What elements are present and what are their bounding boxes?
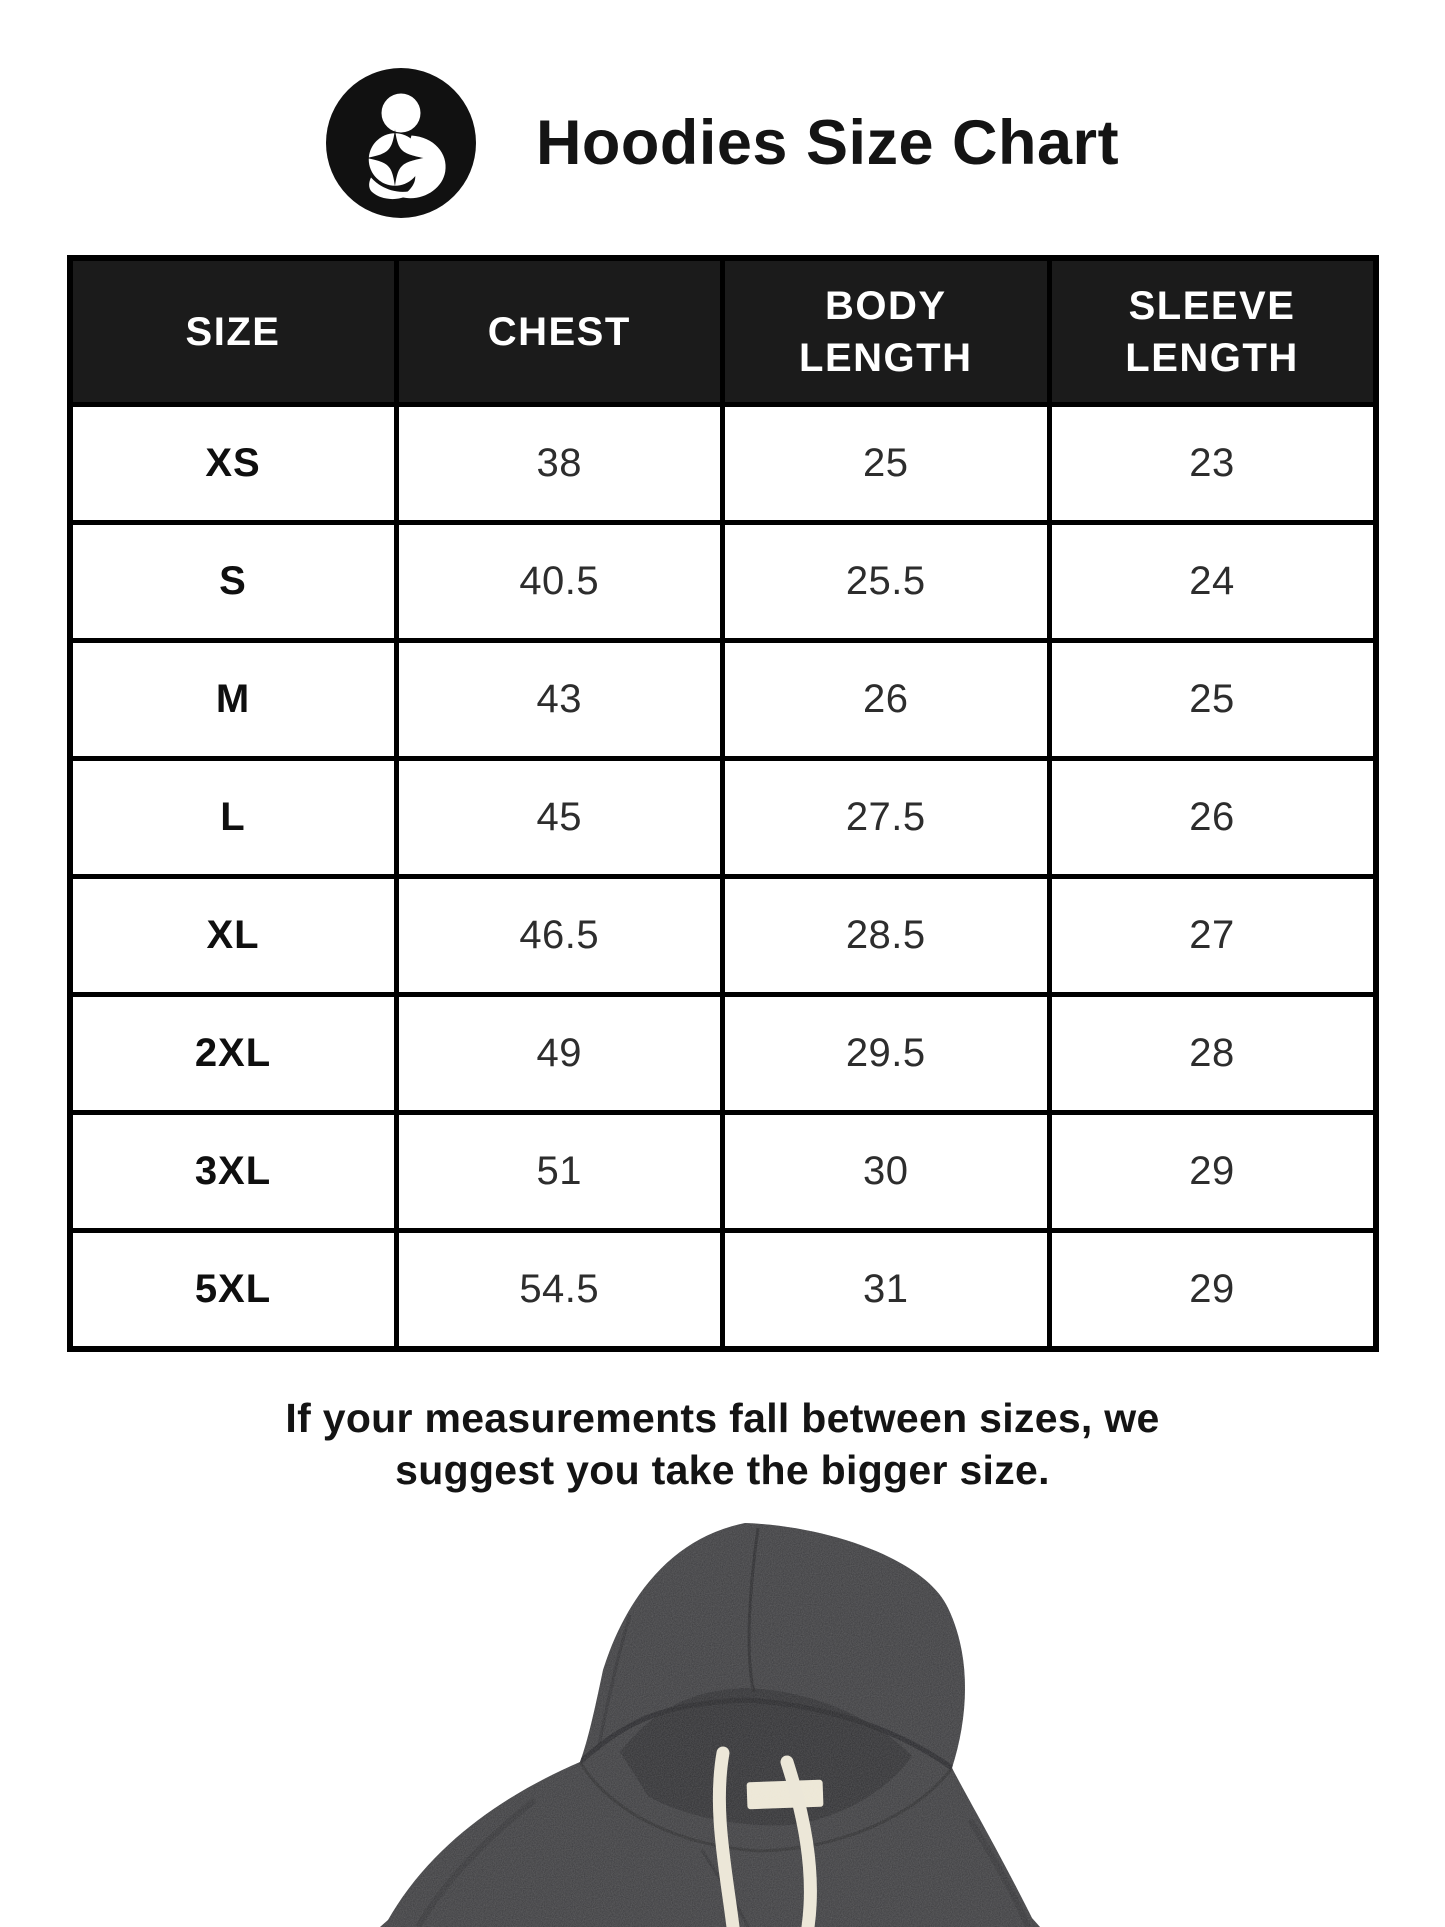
- body-length-cell: 30: [723, 1113, 1050, 1231]
- table-header-row: [70, 258, 1376, 405]
- column-header-label: LENGTH: [1125, 335, 1299, 380]
- size-cell: XS: [70, 405, 397, 523]
- chest-cell: 46.5: [396, 877, 723, 995]
- size-cell: 5XL: [70, 1231, 397, 1350]
- table-row: [70, 995, 1376, 1113]
- size-chart-table: [67, 255, 1379, 1352]
- sizing-note: [0, 1392, 1445, 1496]
- sleeve-length-cell: 27: [1049, 877, 1376, 995]
- sleeve-length-cell: 24: [1049, 523, 1376, 641]
- column-header-label: SIZE: [185, 309, 281, 354]
- column-header-label: LENGTH: [799, 335, 973, 380]
- hoodie-photo: [330, 1520, 1090, 1927]
- sizing-note-line1: If your measurements fall between sizes, we: [285, 1395, 1160, 1441]
- chest-cell: 49: [396, 995, 723, 1113]
- sleeve-length-cell: 29: [1049, 1113, 1376, 1231]
- column-header-label: SLEEVE: [1128, 283, 1296, 328]
- column-header-sleeve-length: [1049, 258, 1376, 405]
- table-row: [70, 877, 1376, 995]
- size-cell: 2XL: [70, 995, 397, 1113]
- sleeve-length-cell: 23: [1049, 405, 1376, 523]
- sleeve-length-cell: 25: [1049, 641, 1376, 759]
- size-cell: M: [70, 641, 397, 759]
- size-cell: XL: [70, 877, 397, 995]
- chest-cell: 40.5: [396, 523, 723, 641]
- size-cell: S: [70, 523, 397, 641]
- body-length-cell: 27.5: [723, 759, 1050, 877]
- chest-cell: 51: [396, 1113, 723, 1231]
- chest-cell: 54.5: [396, 1231, 723, 1350]
- sleeve-length-cell: 29: [1049, 1231, 1376, 1350]
- body-length-cell: 28.5: [723, 877, 1050, 995]
- size-cell: 3XL: [70, 1113, 397, 1231]
- chest-cell: 45: [396, 759, 723, 877]
- body-length-cell: 31: [723, 1231, 1050, 1350]
- column-header-label: CHEST: [487, 309, 631, 354]
- page-header: [0, 0, 1445, 218]
- column-header-label: BODY: [824, 283, 947, 328]
- sleeve-length-cell: 28: [1049, 995, 1376, 1113]
- chest-cell: 43: [396, 641, 723, 759]
- size-cell: L: [70, 759, 397, 877]
- table-row: [70, 641, 1376, 759]
- column-header-size: [70, 258, 397, 405]
- body-length-cell: 29.5: [723, 995, 1050, 1113]
- body-length-cell: 26: [723, 641, 1050, 759]
- table-row: [70, 759, 1376, 877]
- hoodie-illustration: [330, 1520, 1090, 1927]
- column-header-body-length: [723, 258, 1050, 405]
- table-row: [70, 1231, 1376, 1350]
- table-row: [70, 1113, 1376, 1231]
- sleeve-length-cell: 26: [1049, 759, 1376, 877]
- table-row: [70, 405, 1376, 523]
- table-row: [70, 523, 1376, 641]
- chest-cell: 38: [396, 405, 723, 523]
- body-length-cell: 25.5: [723, 523, 1050, 641]
- sizing-note-line2: suggest you take the bigger size.: [395, 1447, 1050, 1493]
- page-title: Hoodies Size Chart: [535, 108, 1120, 178]
- column-header-chest: [396, 258, 723, 405]
- body-length-cell: 25: [723, 405, 1050, 523]
- parent-baby-logo-icon: [326, 68, 476, 218]
